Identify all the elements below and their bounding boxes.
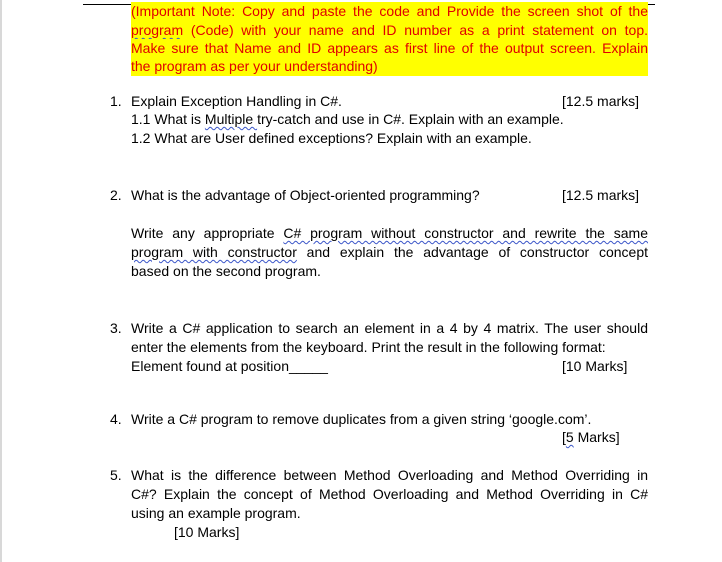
question-4-number: 4.: [110, 411, 122, 427]
note-line-4: the program as per your understanding): [131, 58, 378, 74]
question-2-para-line-1: Write any appropriate C# program without constructor and rewrite the same: [131, 225, 648, 241]
question-3-marks: [10 Marks]: [562, 358, 628, 374]
note-squiggle-word: program: [131, 22, 184, 38]
note-line-2: program (Code) with your name and ID number as a print statement on top.: [131, 22, 648, 38]
question-1-title: Explain Exception Handling in C#.: [131, 93, 342, 109]
note-line-1: (Important Note: Copy and paste the code and Provide the screen shot of the: [131, 3, 648, 19]
question-5-marks: [10 Marks]: [174, 524, 240, 540]
question-5-number: 5.: [110, 467, 122, 483]
question-1-number: 1.: [110, 93, 122, 109]
page-left-border: [0, 0, 2, 562]
question-3-line-3: Element found at position_____: [131, 358, 328, 374]
question-3-number: 3.: [110, 320, 122, 336]
question-3-line-2: enter the elements from the keyboard. Print the result in the following format:: [131, 339, 606, 355]
question-4-line-1: Write a C# program to remove duplicates from a given string ‘google.com’.: [131, 411, 592, 427]
note-line-3: Make sure that Name and ID appears as first line of the output screen. Explain: [131, 40, 648, 56]
question-5-line-2: C#? Explain the concept of Method Overloading and Method Overriding in C#: [131, 486, 648, 502]
question-4-marks: [5 Marks]: [562, 429, 620, 445]
question-2-title: What is the advantage of Object-oriented programming?: [131, 187, 480, 203]
question-1-sub-2: 1.2 What are User defined exceptions? Explain with an example.: [131, 130, 532, 146]
question-5-line-3: using an example program.: [131, 505, 301, 521]
question-3-line-1: Write a C# application to search an element in a 4 by 4 matrix. The user should: [131, 320, 648, 336]
question-2-number: 2.: [110, 187, 122, 203]
question-2-para-line-3: based on the second program.: [131, 263, 321, 279]
question-2-marks: [12.5 marks]: [562, 187, 640, 203]
question-2-para-line-2: program with constructor and explain the advantage of constructor concept: [131, 244, 648, 260]
question-5-line-1: What is the difference between Method Overloading and Method Overriding in: [131, 467, 648, 483]
question-1-sub-1: 1.1 What is Multiple try-catch and use in C#. Explain with an example.: [131, 111, 564, 127]
question-1-marks: [12.5 marks]: [562, 93, 640, 109]
